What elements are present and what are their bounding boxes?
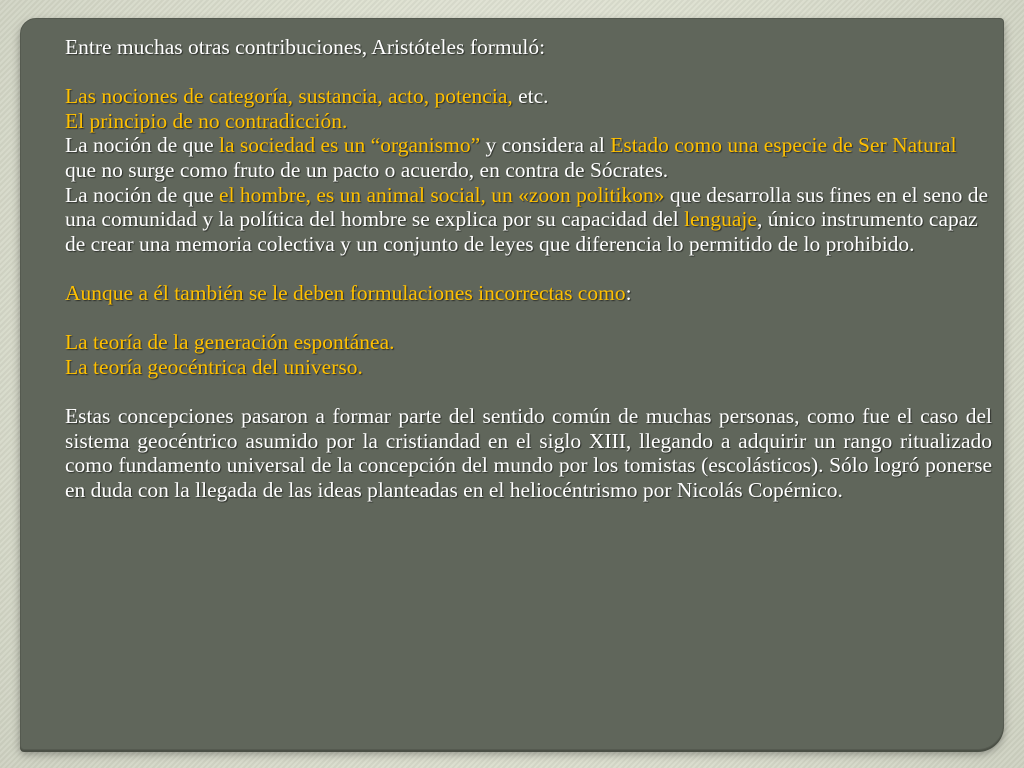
plain-text: La noción de que [65,133,220,158]
incorrect-spontaneous-generation: La teoría de la generación espontánea. [65,330,395,355]
highlight-text: Estado como una especie de Ser Natural [610,133,957,158]
contribution-society-organism [65,133,992,182]
slide-panel [20,18,1004,750]
highlight-text: lenguaje [684,207,757,232]
contribution-non-contradiction: El principio de no contradicción. [65,108,348,133]
incorrect-formulations-intro [65,281,992,306]
closing-paragraph: Estas concepciones pasaron a formar parte del sentido común de muchas personas, como fue el caso del sistema geocéntrico asumido por la cristiandad en el siglo XIII, llegando a adquirir un rango ritualizado como fundamento universal de la concepción del mundo por los tomistas (escolásticos). Sólo logró ponerse en duda con la llegada de las ideas planteadas en el heliocéntrismo por Nicolás Copérnico. [65,403,992,502]
highlight-text: la sociedad es un “organismo” [219,133,481,158]
spacer [65,306,992,331]
highlight-text: Las nociones de categoría, sustancia, acto, potencia, [65,84,513,109]
spacer [65,60,992,85]
plain-text: : [625,280,632,305]
plain-text: La noción de que [65,182,220,207]
plain-text: que desarrolla sus fines en el seno de una comunidad y la política del hombre se explica por su capacidad del [65,182,989,232]
intro-text: Entre muchas otras contribuciones, Aristóteles formuló: [65,35,546,59]
highlight-text: el hombre, es un animal social, un «zoon politikon» [219,182,665,207]
incorrect-geocentric-theory: La teoría geocéntrica del universo. [65,354,363,379]
contribution-categories [65,84,992,109]
plain-text: etc. [512,84,549,109]
plain-text: y considera al [480,133,611,158]
spacer [65,256,992,281]
plain-text: que no surge como fruto de un pacto o acuerdo, en contra de Sócrates. [65,157,669,182]
spacer [65,379,992,404]
plain-text: , único instrumento capaz de crear una memoria colectiva y un conjunto de leyes que diferencia lo permitido de lo prohibido. [65,207,978,256]
contribution-zoon-politikon [65,183,992,257]
slide-content [65,35,992,502]
highlight-text: Aunque a él también se le deben formulaciones incorrectas como [65,280,626,305]
